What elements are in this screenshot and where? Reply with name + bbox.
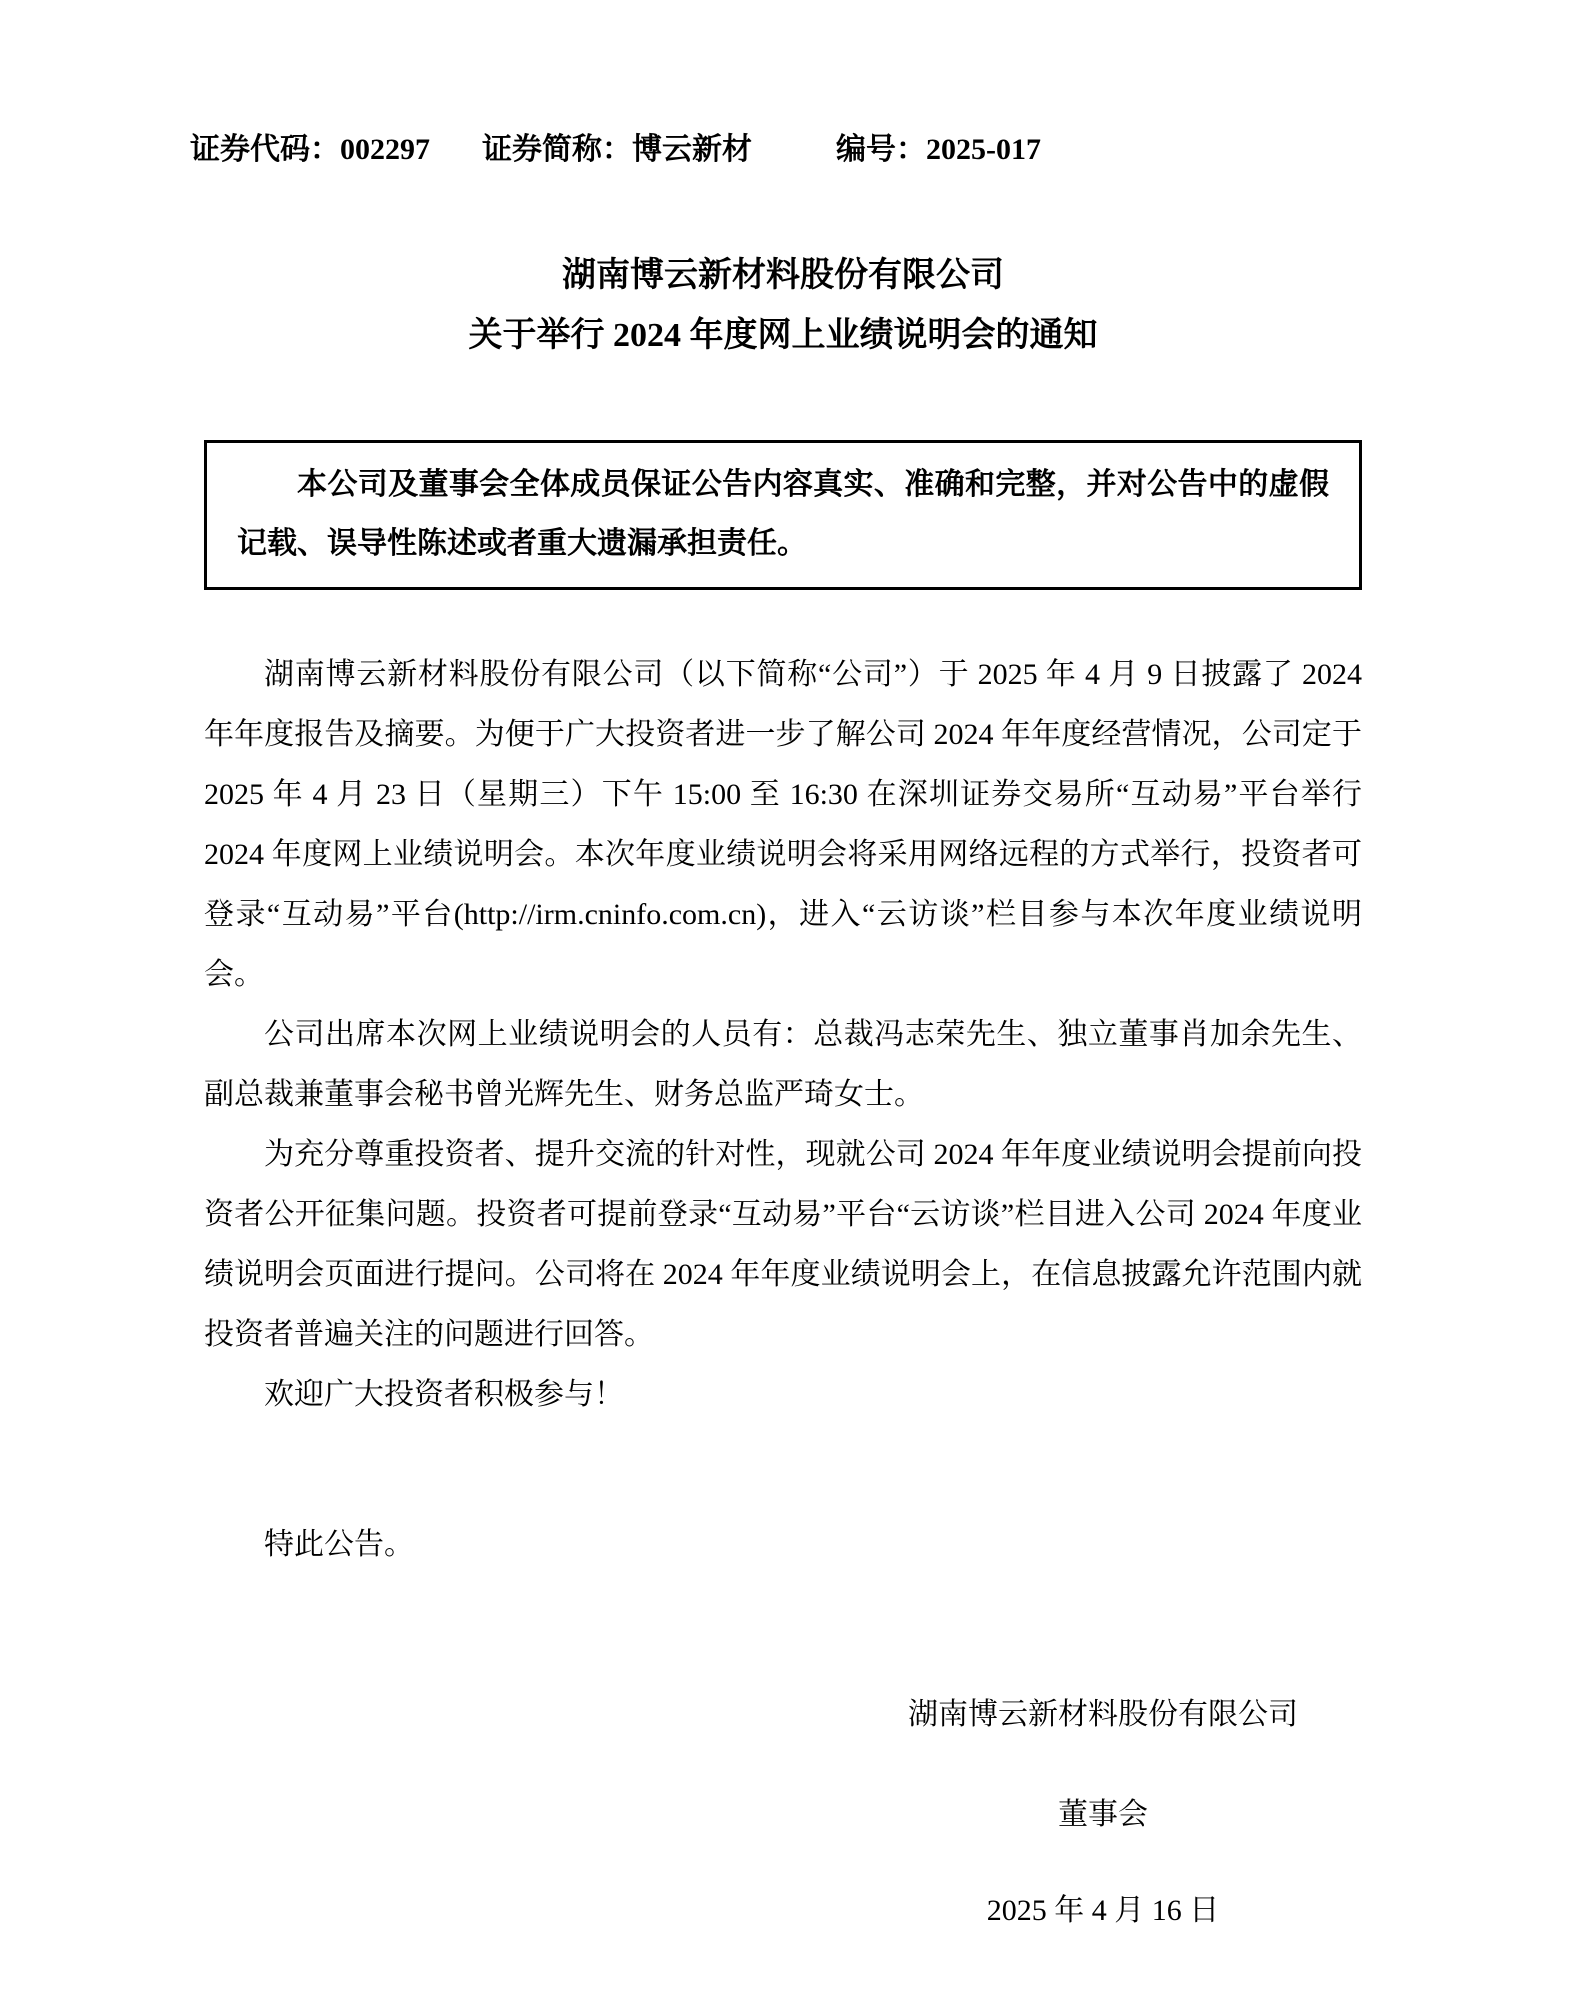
stock-name-segment: [482, 124, 752, 168]
body-paragraph-attendees: 公司出席本次网上业绩说明会的人员有：总裁冯志荣先生、独立董事肖加余先生、副总裁兼董事会秘书曾光辉先生、财务总监严琦女士。: [204, 1018, 1362, 1111]
disclaimer-box: [204, 440, 1362, 590]
body-paragraph-questions: 为充分尊重投资者、提升交流的针对性，现就公司 2024 年年度业绩说明会提前向投资者公开征集问题。投资者可提前登录“互动易”平台“云访谈”栏目进入公司 2024 年度业绩说明会页面进行提问。公司将在 2024 年年度业绩说明会上，在信息披露允许范围内就投资者普遍关注的问题进行回答。: [204, 1138, 1362, 1351]
stock-code-value: 002297: [340, 133, 430, 166]
notice-number-segment: [836, 124, 1041, 168]
page-title-company: 湖南博云新材料股份有限公司: [562, 257, 1004, 294]
notice-number-label: 编号：: [836, 133, 926, 166]
signature-board: 董事会: [1058, 1798, 1148, 1831]
stock-name-label: 证券简称：: [482, 133, 632, 166]
document-header-row: [190, 124, 1370, 168]
signature-date: 2025 年 4 月 16 日: [986, 1894, 1220, 1927]
disclaimer-text: 本公司及董事会全体成员保证公告内容真实、准确和完整，并对公告中的虚假记载、误导性陈述或者重大遗漏承担责任。: [237, 468, 1329, 560]
stock-code-label: 证券代码：: [190, 133, 340, 166]
closing-line: 特此公告。: [264, 1528, 414, 1561]
notice-number-value: 2025-017: [926, 133, 1041, 166]
stock-name-value: 博云新材: [632, 133, 752, 166]
page-title-subject: 关于举行 2024 年度网上业绩说明会的通知: [468, 317, 1098, 354]
signature-company: 湖南博云新材料股份有限公司: [908, 1698, 1298, 1731]
document-body: [204, 645, 1362, 1575]
body-paragraph-welcome: 欢迎广大投资者积极参与！: [264, 1378, 624, 1411]
stock-code-segment: [190, 124, 430, 168]
body-paragraph-announcement: 湖南博云新材料股份有限公司（以下简称“公司”）于 2025 年 4 月 9 日披露了 2024 年年度报告及摘要。为便于广大投资者进一步了解公司 2024 年年度经营情况，公司定于 2025 年 4 月 23 日（星期三）下午 15:00 至 16:30 在深圳证券交易所“互动易”平台举行 2024 年度网上业绩说明会。本次年度业绩说明会将采用网络远程的方式举行，投资者可登录“互动易”平台(http://irm.cninfo.com.cn)，进入“云访谈”栏目参与本次年度业绩说明会。: [204, 658, 1362, 991]
